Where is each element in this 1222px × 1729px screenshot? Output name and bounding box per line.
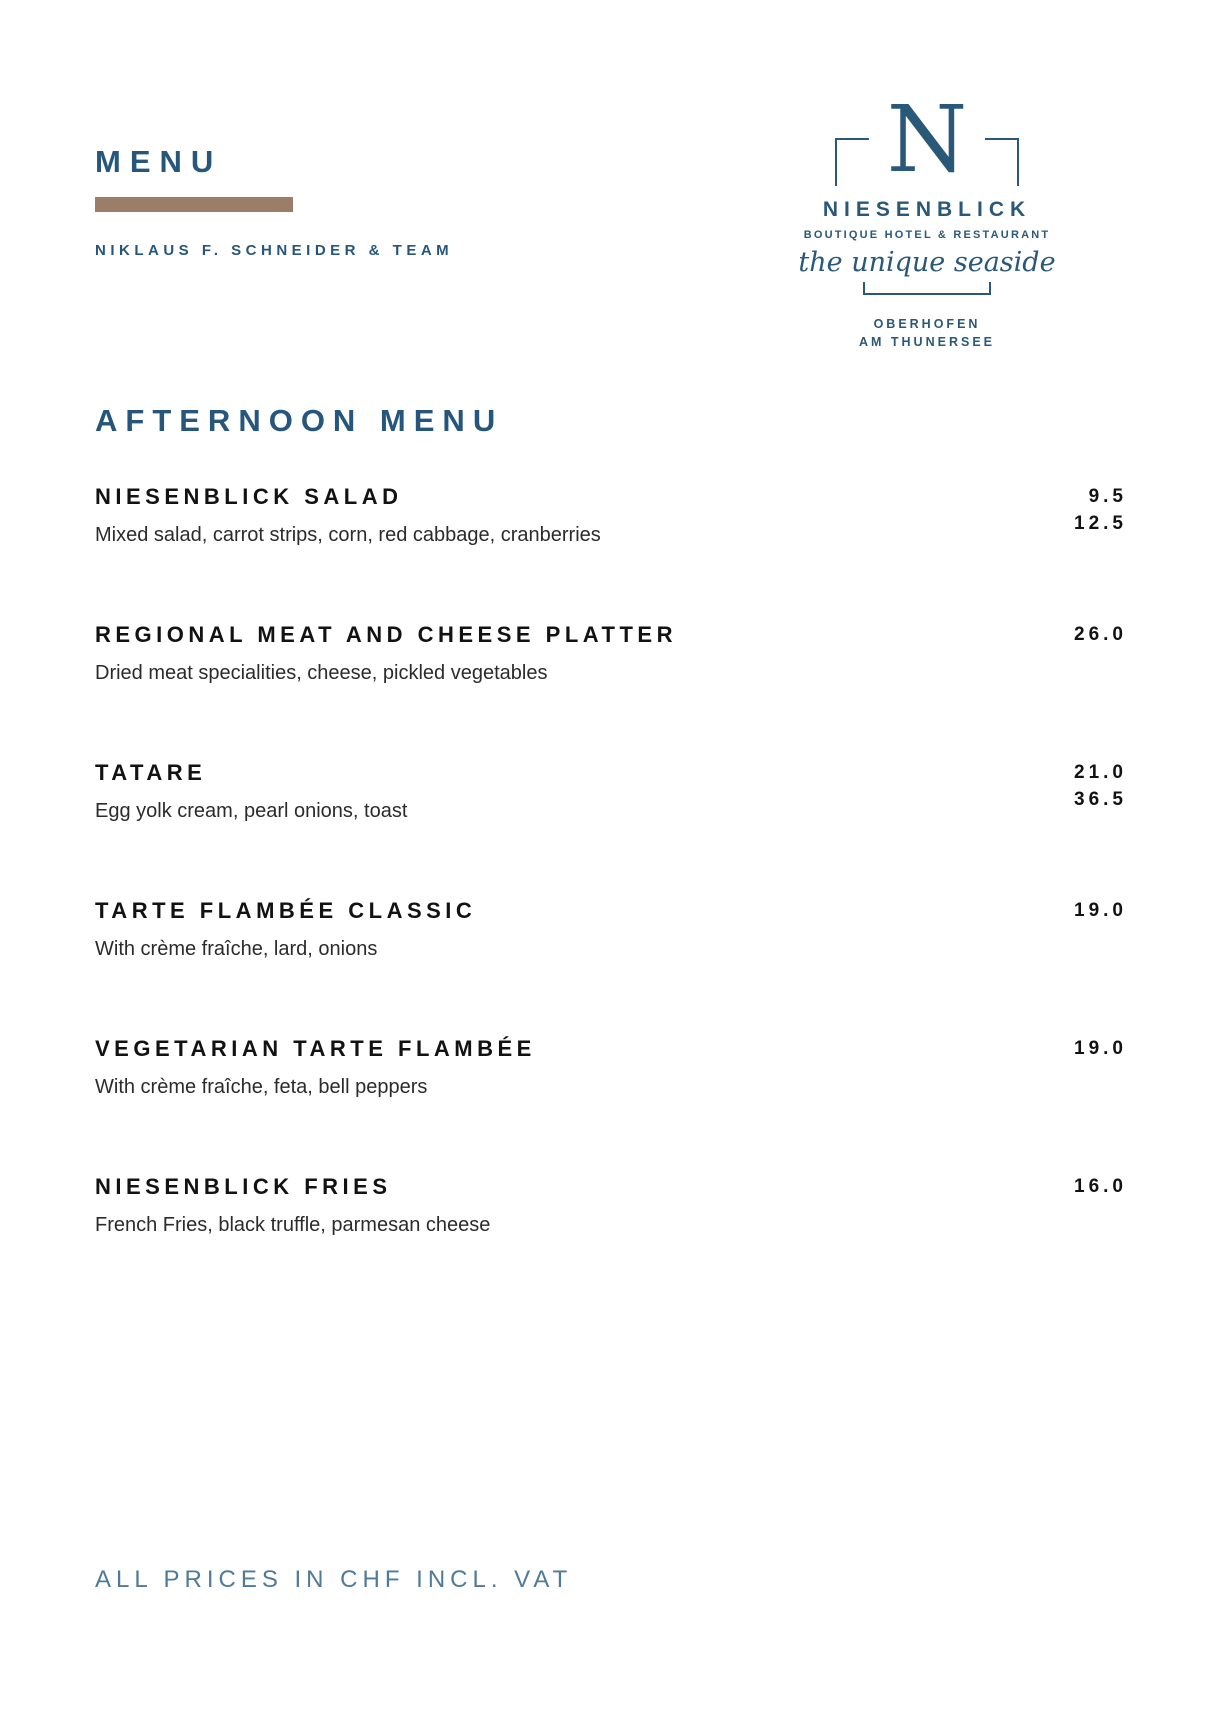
item-description: With crème fraîche, lard, onions [95, 938, 378, 961]
item-main [95, 1173, 1054, 1239]
menu-item [95, 621, 1127, 687]
logo-tagline: the unique seaside [798, 247, 1056, 278]
logo-name: NIESENBLICK [822, 198, 1032, 221]
item-description: Mixed salad, carrot strips, corn, red cabbage, cranberries [95, 524, 601, 547]
vat-note: ALL PRICES IN CHF INCL. VAT [95, 1566, 573, 1593]
item-price: 12.5 [1074, 513, 1127, 535]
hotel-logo [782, 86, 1072, 351]
accent-bar [95, 197, 293, 212]
brand-block [95, 92, 453, 351]
menu-item [95, 483, 1127, 549]
item-price: 9.5 [1088, 486, 1127, 508]
menu-section [0, 351, 1222, 1239]
item-name: NIESENBLICK FRIES [95, 1174, 392, 1200]
menu-item [95, 1035, 1127, 1101]
frame-bottom-bracket-icon [863, 282, 991, 295]
location-line-1: OBERHOFEN [873, 317, 981, 331]
item-description: French Fries, black truffle, parmesan cheese [95, 1214, 491, 1237]
item-main [95, 483, 1054, 549]
menu-item [95, 897, 1127, 963]
menu-heading: MENU [95, 144, 223, 179]
item-name: TATARE [95, 760, 207, 786]
item-price: 36.5 [1074, 789, 1127, 811]
item-name: NIESENBLICK SALAD [95, 484, 403, 510]
item-prices [1054, 1173, 1127, 1200]
item-main [95, 621, 1054, 687]
monogram-initial: N [886, 86, 968, 193]
item-main [95, 759, 1054, 825]
section-title: AFTERNOON MENU [95, 403, 504, 439]
item-prices [1054, 897, 1127, 924]
logo-subtitle: BOUTIQUE HOTEL & RESTAURANT [803, 229, 1051, 241]
item-description: With crème fraîche, feta, bell peppers [95, 1076, 428, 1099]
team-line: NIKLAUS F. SCHNEIDER & TEAM [95, 242, 454, 259]
item-description: Egg yolk cream, pearl onions, toast [95, 800, 408, 823]
item-description: Dried meat specialities, cheese, pickled vegetables [95, 662, 548, 685]
item-price: 19.0 [1074, 1038, 1127, 1060]
item-name: VEGETARIAN TARTE FLAMBÉE [95, 1036, 536, 1062]
frame-corner-right-icon [985, 138, 1019, 186]
item-price: 21.0 [1074, 762, 1127, 784]
logo-location [782, 315, 1072, 351]
item-main [95, 897, 1054, 963]
item-prices [1054, 1035, 1127, 1062]
item-price: 16.0 [1074, 1176, 1127, 1198]
item-main [95, 1035, 1054, 1101]
item-price: 19.0 [1074, 900, 1127, 922]
item-prices [1054, 483, 1127, 537]
item-name: REGIONAL MEAT AND CHEESE PLATTER [95, 622, 677, 648]
logo-monogram [817, 86, 1037, 193]
item-prices [1054, 621, 1127, 648]
menu-item [95, 759, 1127, 825]
page-header [0, 0, 1222, 351]
item-price: 26.0 [1074, 624, 1127, 646]
frame-corner-left-icon [835, 138, 869, 186]
item-prices [1054, 759, 1127, 813]
location-line-2: AM THUNERSEE [858, 335, 995, 350]
item-name: TARTE FLAMBÉE CLASSIC [95, 898, 477, 924]
menu-item [95, 1173, 1127, 1239]
